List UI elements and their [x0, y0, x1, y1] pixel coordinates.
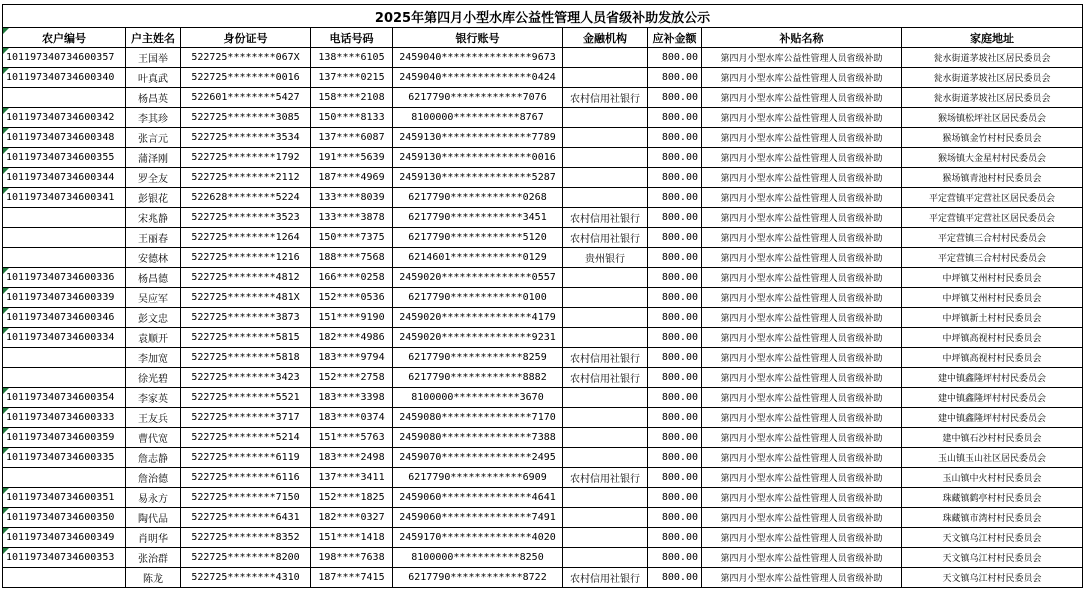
household-id-cell[interactable] [3, 248, 126, 268]
table-row [3, 348, 1083, 368]
bank-cell[interactable] [563, 428, 648, 448]
phone-cell[interactable]: 187****7415 [311, 568, 393, 588]
subsidy-name-cell[interactable]: 第四月小型水库公益性管理人员省级补助 [702, 68, 902, 88]
id-number-cell[interactable]: 522725********3085 [181, 108, 311, 128]
address-cell[interactable]: 建中镇鑫隆坪村村民委员会 [902, 388, 1083, 408]
table-row [3, 188, 1083, 208]
table-row [3, 448, 1083, 468]
household-id-cell[interactable]: 101197340734600344 [3, 168, 126, 188]
table-row [3, 268, 1083, 288]
bank-cell[interactable]: 农村信用社银行 [563, 88, 648, 108]
subsidy-name-cell[interactable]: 第四月小型水库公益性管理人员省级补助 [702, 548, 902, 568]
bank-account-cell[interactable]: 6217790************7076 [393, 88, 563, 108]
household-id-cell[interactable]: 101197340734600348 [3, 128, 126, 148]
subsidy-name-cell[interactable]: 第四月小型水库公益性管理人员省级补助 [702, 88, 902, 108]
bank-cell[interactable] [563, 268, 648, 288]
address-cell[interactable]: 猴场镇大金星村村民委员会 [902, 148, 1083, 168]
household-id-cell[interactable]: 101197340734600353 [3, 548, 126, 568]
id-number-cell[interactable]: 522725********6431 [181, 508, 311, 528]
householder-name-cell[interactable]: 罗全友 [126, 168, 181, 188]
householder-name-cell[interactable]: 肖明华 [126, 528, 181, 548]
household-id-cell[interactable]: 101197340734600333 [3, 408, 126, 428]
subsidy-name-cell[interactable]: 第四月小型水库公益性管理人员省级补助 [702, 328, 902, 348]
bank-cell[interactable]: 农村信用社银行 [563, 348, 648, 368]
id-number-cell[interactable]: 522725********7150 [181, 488, 311, 508]
householder-name-cell[interactable]: 杨昌德 [126, 268, 181, 288]
table-row [3, 388, 1083, 408]
bank-cell[interactable]: 农村信用社银行 [563, 568, 648, 588]
phone-cell[interactable]: 158****2108 [311, 88, 393, 108]
bank-cell[interactable] [563, 508, 648, 528]
phone-cell[interactable]: 166****0258 [311, 268, 393, 288]
householder-name-cell[interactable]: 彭银花 [126, 188, 181, 208]
householder-name-cell[interactable]: 叶真武 [126, 68, 181, 88]
household-id-cell[interactable] [3, 568, 126, 588]
header-id-number[interactable]: 身份证号 [181, 28, 311, 48]
id-number-cell[interactable]: 522725********3717 [181, 408, 311, 428]
bank-account-cell[interactable]: 2459080***************7170 [393, 408, 563, 428]
id-number-cell[interactable]: 522725********6119 [181, 448, 311, 468]
household-id-cell[interactable]: 101197340734600350 [3, 508, 126, 528]
table-row [3, 528, 1083, 548]
bank-account-cell[interactable]: 2459070***************2495 [393, 448, 563, 468]
phone-cell[interactable]: 187****4969 [311, 168, 393, 188]
address-cell[interactable]: 天文镇乌江村村民委员会 [902, 548, 1083, 568]
householder-name-cell[interactable]: 王友兵 [126, 408, 181, 428]
household-id-cell[interactable] [3, 368, 126, 388]
bank-account-cell[interactable]: 2459170***************4020 [393, 528, 563, 548]
subsidy-name-cell[interactable]: 第四月小型水库公益性管理人员省级补助 [702, 468, 902, 488]
householder-name-cell[interactable]: 徐光碧 [126, 368, 181, 388]
householder-name-cell[interactable]: 詹治德 [126, 468, 181, 488]
phone-cell[interactable]: 188****7568 [311, 248, 393, 268]
bank-account-cell[interactable]: 2459130***************7789 [393, 128, 563, 148]
address-cell[interactable]: 平定营镇三合村村民委员会 [902, 228, 1083, 248]
bank-cell[interactable] [563, 388, 648, 408]
bank-account-cell[interactable]: 6217790************0268 [393, 188, 563, 208]
phone-cell[interactable]: 150****7375 [311, 228, 393, 248]
bank-account-cell[interactable]: 2459040***************9673 [393, 48, 563, 68]
subsidy-name-cell[interactable]: 第四月小型水库公益性管理人员省级补助 [702, 48, 902, 68]
household-id-cell[interactable]: 101197340734600354 [3, 388, 126, 408]
subsidy-name-cell[interactable]: 第四月小型水库公益性管理人员省级补助 [702, 528, 902, 548]
id-number-cell[interactable]: 522725********3534 [181, 128, 311, 148]
household-id-cell[interactable]: 101197340734600357 [3, 48, 126, 68]
subsidy-name-cell[interactable]: 第四月小型水库公益性管理人员省级补助 [702, 428, 902, 448]
table-row [3, 88, 1083, 108]
header-household-id[interactable]: 农户编号 [3, 28, 126, 48]
address-cell[interactable]: 玉山镇玉山社区居民委员会 [902, 448, 1083, 468]
bank-cell[interactable]: 农村信用社银行 [563, 368, 648, 388]
amount-cell[interactable]: 800.00 [648, 308, 702, 328]
phone-cell[interactable]: 151****9190 [311, 308, 393, 328]
address-cell[interactable]: 建中镇鑫隆坪村村民委员会 [902, 408, 1083, 428]
amount-cell[interactable]: 800.00 [648, 408, 702, 428]
page-title[interactable]: 2025年第四月小型水库公益性管理人员省级补助发放公示 [3, 5, 1083, 28]
householder-name-cell[interactable]: 袁顺开 [126, 328, 181, 348]
phone-cell[interactable]: 133****3878 [311, 208, 393, 228]
household-id-cell[interactable]: 101197340734600355 [3, 148, 126, 168]
household-id-cell[interactable]: 101197340734600336 [3, 268, 126, 288]
bank-account-cell[interactable]: 6217790************0100 [393, 288, 563, 308]
householder-name-cell[interactable]: 李加宽 [126, 348, 181, 368]
header-phone[interactable]: 电话号码 [311, 28, 393, 48]
household-id-cell[interactable]: 101197340734600339 [3, 288, 126, 308]
bank-cell[interactable] [563, 148, 648, 168]
table-row [3, 368, 1083, 388]
bank-cell[interactable] [563, 408, 648, 428]
bank-cell[interactable] [563, 168, 648, 188]
householder-name-cell[interactable]: 李其珍 [126, 108, 181, 128]
household-id-cell[interactable]: 101197340734600334 [3, 328, 126, 348]
amount-cell[interactable]: 800.00 [648, 568, 702, 588]
amount-cell[interactable]: 800.00 [648, 228, 702, 248]
subsidy-name-cell[interactable]: 第四月小型水库公益性管理人员省级补助 [702, 568, 902, 588]
header-address[interactable]: 家庭地址 [902, 28, 1083, 48]
id-number-cell[interactable]: 522725********8352 [181, 528, 311, 548]
id-number-cell[interactable]: 522725********481X [181, 288, 311, 308]
id-number-cell[interactable]: 522725********1792 [181, 148, 311, 168]
phone-cell[interactable]: 152****1825 [311, 488, 393, 508]
amount-cell[interactable]: 800.00 [648, 328, 702, 348]
address-cell[interactable]: 中坪镇高视村村民委员会 [902, 348, 1083, 368]
id-number-cell[interactable]: 522725********4812 [181, 268, 311, 288]
bank-cell[interactable] [563, 548, 648, 568]
bank-account-cell[interactable]: 6217790************3451 [393, 208, 563, 228]
subsidy-name-cell[interactable]: 第四月小型水库公益性管理人员省级补助 [702, 368, 902, 388]
bank-cell[interactable] [563, 68, 648, 88]
subsidy-name-cell[interactable]: 第四月小型水库公益性管理人员省级补助 [702, 408, 902, 428]
phone-cell[interactable]: 152****2758 [311, 368, 393, 388]
amount-cell[interactable]: 800.00 [648, 48, 702, 68]
table-row [3, 228, 1083, 248]
amount-cell[interactable]: 800.00 [648, 388, 702, 408]
address-cell[interactable]: 中坪镇艾州村村民委员会 [902, 268, 1083, 288]
table-row [3, 68, 1083, 88]
amount-cell[interactable]: 800.00 [648, 528, 702, 548]
household-id-cell[interactable]: 101197340734600340 [3, 68, 126, 88]
id-number-cell[interactable]: 522628********5224 [181, 188, 311, 208]
table-row [3, 308, 1083, 328]
id-number-cell[interactable]: 522725********3873 [181, 308, 311, 328]
bank-account-cell[interactable]: 2459060***************4641 [393, 488, 563, 508]
phone-cell[interactable]: 137****0215 [311, 68, 393, 88]
header-bank-account[interactable]: 银行账号 [393, 28, 563, 48]
amount-cell[interactable]: 800.00 [648, 488, 702, 508]
address-cell[interactable]: 中坪镇艾州村村民委员会 [902, 288, 1083, 308]
householder-name-cell[interactable]: 宋兆静 [126, 208, 181, 228]
phone-cell[interactable]: 152****0536 [311, 288, 393, 308]
address-cell[interactable]: 珠藏镇鹤亭村村民委员会 [902, 488, 1083, 508]
amount-cell[interactable]: 800.00 [648, 508, 702, 528]
household-id-cell[interactable]: 101197340734600349 [3, 528, 126, 548]
amount-cell[interactable]: 800.00 [648, 248, 702, 268]
bank-cell[interactable]: 农村信用社银行 [563, 228, 648, 248]
bank-account-cell[interactable]: 2459020***************4179 [393, 308, 563, 328]
amount-cell[interactable]: 800.00 [648, 108, 702, 128]
bank-cell[interactable]: 农村信用社银行 [563, 208, 648, 228]
phone-cell[interactable]: 182****4986 [311, 328, 393, 348]
table-row [3, 248, 1083, 268]
id-number-cell[interactable]: 522725********6116 [181, 468, 311, 488]
bank-account-cell[interactable]: 2459080***************7388 [393, 428, 563, 448]
amount-cell[interactable]: 800.00 [648, 428, 702, 448]
subsidy-name-cell[interactable]: 第四月小型水库公益性管理人员省级补助 [702, 208, 902, 228]
household-id-cell[interactable] [3, 88, 126, 108]
bank-cell[interactable] [563, 288, 648, 308]
household-id-cell[interactable]: 101197340734600346 [3, 308, 126, 328]
amount-cell[interactable]: 800.00 [648, 548, 702, 568]
bank-account-cell[interactable]: 6214601************0129 [393, 248, 563, 268]
amount-cell[interactable]: 800.00 [648, 88, 702, 108]
subsidy-name-cell[interactable]: 第四月小型水库公益性管理人员省级补助 [702, 308, 902, 328]
bank-cell[interactable] [563, 48, 648, 68]
address-cell[interactable]: 珠藏镇市湾村村民委员会 [902, 508, 1083, 528]
bank-cell[interactable]: 贵州银行 [563, 248, 648, 268]
amount-cell[interactable]: 800.00 [648, 128, 702, 148]
phone-cell[interactable]: 183****9794 [311, 348, 393, 368]
subsidy-name-cell[interactable]: 第四月小型水库公益性管理人员省级补助 [702, 188, 902, 208]
householder-name-cell[interactable]: 陶代品 [126, 508, 181, 528]
householder-name-cell[interactable]: 王丽春 [126, 228, 181, 248]
householder-name-cell[interactable]: 易永方 [126, 488, 181, 508]
spreadsheet [2, 4, 1082, 588]
householder-name-cell[interactable]: 王国举 [126, 48, 181, 68]
table-row [3, 48, 1083, 68]
amount-cell[interactable]: 800.00 [648, 168, 702, 188]
subsidy-name-cell[interactable]: 第四月小型水库公益性管理人员省级补助 [702, 488, 902, 508]
householder-name-cell[interactable]: 杨昌英 [126, 88, 181, 108]
amount-cell[interactable]: 800.00 [648, 448, 702, 468]
bank-account-cell[interactable]: 8100000***********8767 [393, 108, 563, 128]
id-number-cell[interactable]: 522725********1216 [181, 248, 311, 268]
phone-cell[interactable]: 137****6087 [311, 128, 393, 148]
header-householder-name[interactable]: 户主姓名 [126, 28, 181, 48]
table-row [3, 328, 1083, 348]
table-row [3, 148, 1083, 168]
householder-name-cell[interactable]: 李家英 [126, 388, 181, 408]
subsidy-name-cell[interactable]: 第四月小型水库公益性管理人员省级补助 [702, 288, 902, 308]
amount-cell[interactable]: 800.00 [648, 68, 702, 88]
bank-cell[interactable] [563, 528, 648, 548]
household-id-cell[interactable]: 101197340734600342 [3, 108, 126, 128]
id-number-cell[interactable]: 522725********4310 [181, 568, 311, 588]
table-row [3, 408, 1083, 428]
householder-name-cell[interactable]: 詹志静 [126, 448, 181, 468]
table-row [3, 108, 1083, 128]
address-cell[interactable]: 中坪镇高视村村民委员会 [902, 328, 1083, 348]
bank-cell[interactable] [563, 448, 648, 468]
address-cell[interactable]: 中坪镇新土村村民委员会 [902, 308, 1083, 328]
id-number-cell[interactable]: 522725********3523 [181, 208, 311, 228]
bank-account-cell[interactable]: 2459020***************9231 [393, 328, 563, 348]
id-number-cell[interactable]: 522725********0016 [181, 68, 311, 88]
amount-cell[interactable]: 800.00 [648, 268, 702, 288]
householder-name-cell[interactable]: 张言元 [126, 128, 181, 148]
household-id-cell[interactable] [3, 228, 126, 248]
householder-name-cell[interactable]: 彭文忠 [126, 308, 181, 328]
table-row [3, 128, 1083, 148]
bank-account-cell[interactable]: 6217790************5120 [393, 228, 563, 248]
id-number-cell[interactable]: 522725********067X [181, 48, 311, 68]
bank-account-cell[interactable]: 2459020***************0557 [393, 268, 563, 288]
address-cell[interactable]: 平定营镇平定营社区居民委员会 [902, 188, 1083, 208]
id-number-cell[interactable]: 522725********5815 [181, 328, 311, 348]
table-row [3, 288, 1083, 308]
phone-cell[interactable]: 151****5763 [311, 428, 393, 448]
household-id-cell[interactable]: 101197340734600351 [3, 488, 126, 508]
id-number-cell[interactable]: 522725********1264 [181, 228, 311, 248]
address-cell[interactable]: 猴场镇松坪社区居民委员会 [902, 108, 1083, 128]
address-cell[interactable]: 瓮水街道茅坡社区居民委员会 [902, 48, 1083, 68]
address-cell[interactable]: 建中镇石沙村村民委员会 [902, 428, 1083, 448]
id-number-cell[interactable]: 522601********5427 [181, 88, 311, 108]
table-row [3, 548, 1083, 568]
address-cell[interactable]: 天文镇乌江村村民委员会 [902, 528, 1083, 548]
phone-cell[interactable]: 133****8039 [311, 188, 393, 208]
subsidy-table [2, 4, 1083, 588]
header-row [3, 28, 1083, 48]
amount-cell[interactable]: 800.00 [648, 208, 702, 228]
phone-cell[interactable]: 150****8133 [311, 108, 393, 128]
household-id-cell[interactable] [3, 208, 126, 228]
bank-cell[interactable] [563, 308, 648, 328]
bank-cell[interactable] [563, 128, 648, 148]
bank-account-cell[interactable]: 6217790************8722 [393, 568, 563, 588]
bank-account-cell[interactable]: 6217790************8882 [393, 368, 563, 388]
amount-cell[interactable]: 800.00 [648, 188, 702, 208]
household-id-cell[interactable] [3, 468, 126, 488]
id-number-cell[interactable]: 522725********3423 [181, 368, 311, 388]
household-id-cell[interactable]: 101197340734600341 [3, 188, 126, 208]
subsidy-name-cell[interactable]: 第四月小型水库公益性管理人员省级补助 [702, 148, 902, 168]
subsidy-name-cell[interactable]: 第四月小型水库公益性管理人员省级补助 [702, 108, 902, 128]
phone-cell[interactable]: 183****2498 [311, 448, 393, 468]
subsidy-name-cell[interactable]: 第四月小型水库公益性管理人员省级补助 [702, 128, 902, 148]
amount-cell[interactable]: 800.00 [648, 468, 702, 488]
bank-account-cell[interactable]: 8100000***********8250 [393, 548, 563, 568]
id-number-cell[interactable]: 522725********5214 [181, 428, 311, 448]
bank-account-cell[interactable]: 6217790************8259 [393, 348, 563, 368]
phone-cell[interactable]: 137****3411 [311, 468, 393, 488]
household-id-cell[interactable]: 101197340734600335 [3, 448, 126, 468]
table-row [3, 488, 1083, 508]
address-cell[interactable]: 平定营镇三合村村民委员会 [902, 248, 1083, 268]
amount-cell[interactable]: 800.00 [648, 368, 702, 388]
subsidy-name-cell[interactable]: 第四月小型水库公益性管理人员省级补助 [702, 268, 902, 288]
phone-cell[interactable]: 151****1418 [311, 528, 393, 548]
table-row [3, 568, 1083, 588]
bank-cell[interactable]: 农村信用社银行 [563, 468, 648, 488]
subsidy-name-cell[interactable]: 第四月小型水库公益性管理人员省级补助 [702, 248, 902, 268]
bank-account-cell[interactable]: 6217790************6909 [393, 468, 563, 488]
title-row [3, 5, 1083, 28]
subsidy-name-cell[interactable]: 第四月小型水库公益性管理人员省级补助 [702, 448, 902, 468]
household-id-cell[interactable]: 101197340734600359 [3, 428, 126, 448]
table-row [3, 508, 1083, 528]
householder-name-cell[interactable]: 张治群 [126, 548, 181, 568]
address-cell[interactable]: 猴场镇金竹村村民委员会 [902, 128, 1083, 148]
amount-cell[interactable]: 800.00 [648, 148, 702, 168]
address-cell[interactable]: 天文镇乌江村村民委员会 [902, 568, 1083, 588]
table-row [3, 468, 1083, 488]
table-row [3, 428, 1083, 448]
subsidy-name-cell[interactable]: 第四月小型水库公益性管理人员省级补助 [702, 228, 902, 248]
amount-cell[interactable]: 800.00 [648, 348, 702, 368]
address-cell[interactable]: 平定营镇平定营社区居民委员会 [902, 208, 1083, 228]
header-amount[interactable]: 应补金额 [648, 28, 702, 48]
header-subsidy-name[interactable]: 补贴名称 [702, 28, 902, 48]
subsidy-name-cell[interactable]: 第四月小型水库公益性管理人员省级补助 [702, 348, 902, 368]
bank-cell[interactable] [563, 328, 648, 348]
phone-cell[interactable]: 198****7638 [311, 548, 393, 568]
id-number-cell[interactable]: 522725********5818 [181, 348, 311, 368]
phone-cell[interactable]: 182****0327 [311, 508, 393, 528]
id-number-cell[interactable]: 522725********2112 [181, 168, 311, 188]
bank-cell[interactable] [563, 488, 648, 508]
bank-account-cell[interactable]: 2459130***************0016 [393, 148, 563, 168]
id-number-cell[interactable]: 522725********5521 [181, 388, 311, 408]
phone-cell[interactable]: 183****3398 [311, 388, 393, 408]
bank-account-cell[interactable]: 2459040***************0424 [393, 68, 563, 88]
address-cell[interactable]: 猴场镇青池村村民委员会 [902, 168, 1083, 188]
phone-cell[interactable]: 191****5639 [311, 148, 393, 168]
phone-cell[interactable]: 138****6105 [311, 48, 393, 68]
phone-cell[interactable]: 183****0374 [311, 408, 393, 428]
household-id-cell[interactable] [3, 348, 126, 368]
amount-cell[interactable]: 800.00 [648, 288, 702, 308]
householder-name-cell[interactable]: 蒲泽刚 [126, 148, 181, 168]
subsidy-name-cell[interactable]: 第四月小型水库公益性管理人员省级补助 [702, 168, 902, 188]
table-row [3, 168, 1083, 188]
bank-cell[interactable] [563, 108, 648, 128]
address-cell[interactable]: 瓮水街道茅坡社区居民委员会 [902, 88, 1083, 108]
bank-cell[interactable] [563, 188, 648, 208]
householder-name-cell[interactable]: 吴应军 [126, 288, 181, 308]
address-cell[interactable]: 瓮水街道茅坡社区居民委员会 [902, 68, 1083, 88]
bank-account-cell[interactable]: 2459060***************7491 [393, 508, 563, 528]
bank-account-cell[interactable]: 8100000***********3670 [393, 388, 563, 408]
householder-name-cell[interactable]: 陈龙 [126, 568, 181, 588]
table-body [3, 48, 1083, 588]
householder-name-cell[interactable]: 安德林 [126, 248, 181, 268]
bank-account-cell[interactable]: 2459130***************5287 [393, 168, 563, 188]
subsidy-name-cell[interactable]: 第四月小型水库公益性管理人员省级补助 [702, 508, 902, 528]
header-bank[interactable]: 金融机构 [563, 28, 648, 48]
id-number-cell[interactable]: 522725********8200 [181, 548, 311, 568]
address-cell[interactable]: 建中镇鑫隆坪村村民委员会 [902, 368, 1083, 388]
subsidy-name-cell[interactable]: 第四月小型水库公益性管理人员省级补助 [702, 388, 902, 408]
address-cell[interactable]: 玉山镇中火村村民委员会 [902, 468, 1083, 488]
table-row [3, 208, 1083, 228]
householder-name-cell[interactable]: 曹代宽 [126, 428, 181, 448]
